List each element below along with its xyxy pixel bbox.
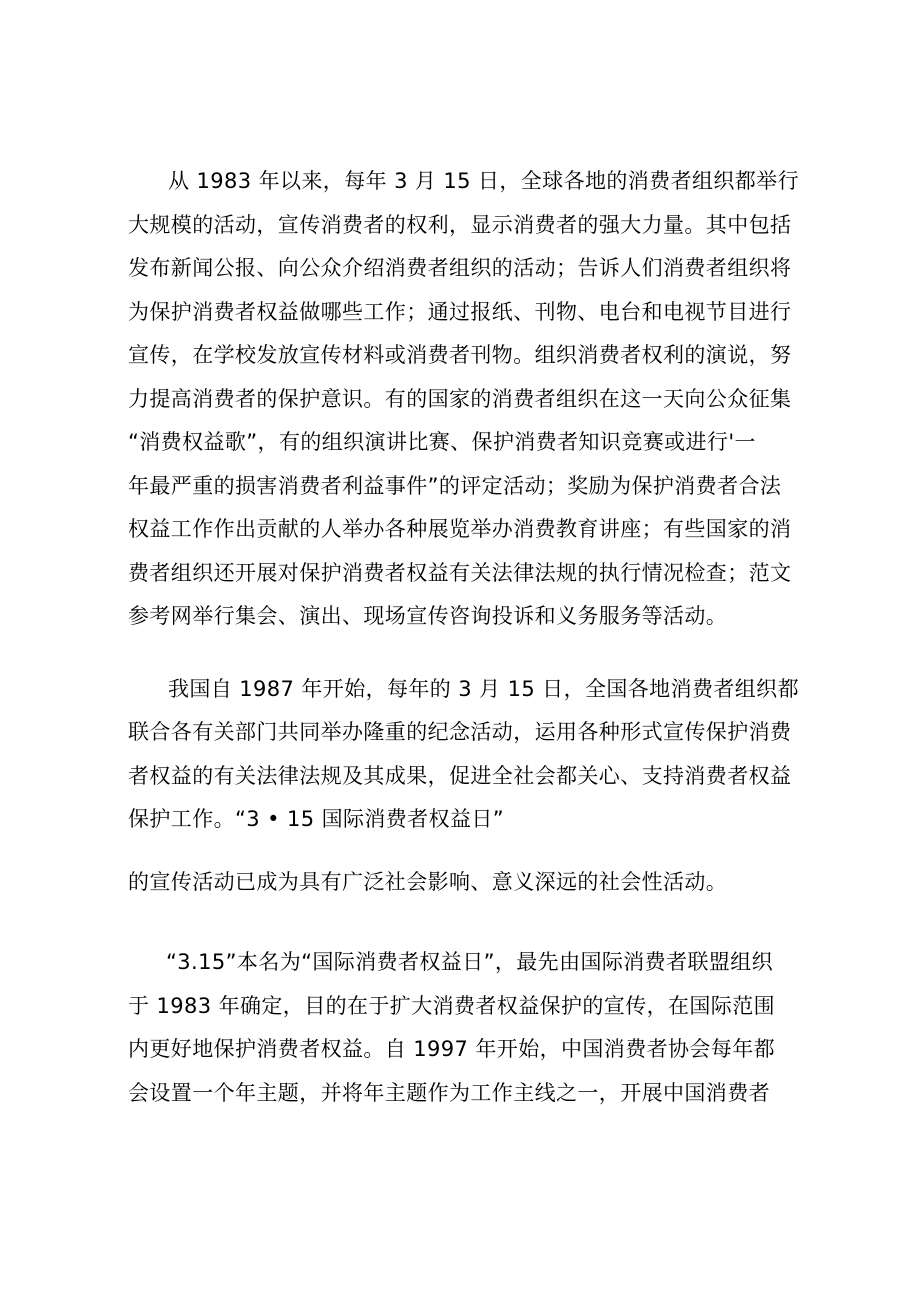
- paragraph-line: 会设置一个年主题，并将年主题作为工作主线之一，开展中国消费者: [128, 1081, 770, 1105]
- paragraph-line: 力提高消费者的保护意识。有的国家的消费者组织在这一天向公众征集: [128, 387, 792, 411]
- paragraph-line: 从 1983 年以来，每年 3 月 15 日，全球各地的消费者组织都举行: [168, 169, 799, 193]
- paragraph-line: 费者组织还开展对保护消费者权益有关法律法规的执行情况检查；范文: [128, 561, 792, 585]
- paragraph-line: 的宣传活动已成为具有广泛社会影响、意义深远的社会性活动。: [128, 870, 728, 894]
- paragraph-line: 宣传，在学校发放宣传材料或消费者刊物。组织消费者权利的演说，努: [128, 343, 792, 367]
- paragraph-line: 内更好地保护消费者权益。自 1997 年开始，中国消费者协会每年都: [128, 1037, 775, 1061]
- paragraph-line: 发布新闻公报、向公众介绍消费者组织的活动；告诉人们消费者组织将: [128, 256, 792, 280]
- paragraph-line: “消费权益歌”，有的组织演讲比赛、保护消费者知识竞赛或进行'一: [128, 430, 756, 454]
- paragraph-line: 保护工作。“3 • 15 国际消费者权益日”: [128, 807, 505, 831]
- paragraph-line: 于 1983 年确定，目的在于扩大消费者权益保护的宣传，在国际范围: [128, 994, 775, 1018]
- paragraph-line: 参考网举行集会、演出、现场宣传咨询投诉和义务服务等活动。: [128, 604, 728, 628]
- paragraph-line: 年最严重的损害消费者利益事件”的评定活动；奖励为保护消费者合法: [128, 474, 782, 498]
- paragraph-line: 联合各有关部门共同举办隆重的纪念活动，运用各种形式宣传保护消费: [128, 720, 792, 744]
- paragraph-line: 我国自 1987 年开始，每年的 3 月 15 日，全国各地消费者组织都: [168, 677, 799, 701]
- paragraph-line: 者权益的有关法律法规及其成果，促进全社会都关心、支持消费者权益: [128, 764, 792, 788]
- paragraph-line: 权益工作作出贡献的人举办各种展览举办消费教育讲座；有些国家的消: [128, 517, 792, 541]
- paragraph-line: 大规模的活动，宣传消费者的权利，显示消费者的强大力量。其中包括: [128, 213, 792, 237]
- paragraph-line: 为保护消费者权益做哪些工作；通过报纸、刊物、电台和电视节目进行: [128, 300, 792, 324]
- paragraph-line: “3.15”本名为“国际消费者权益日”，最先由国际消费者联盟组织: [166, 950, 774, 974]
